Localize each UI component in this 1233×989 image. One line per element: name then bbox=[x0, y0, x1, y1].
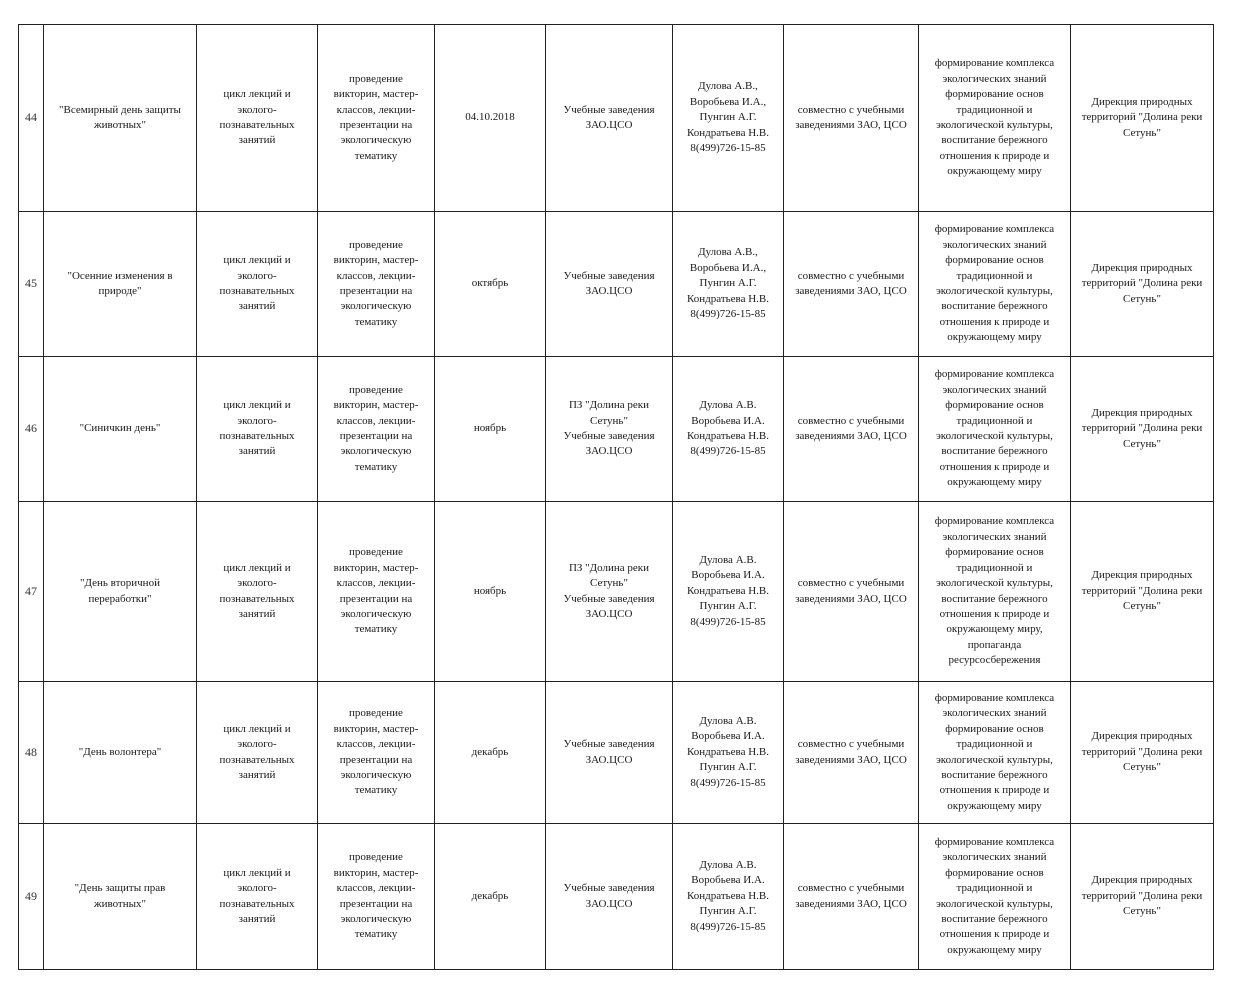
event-date-text: ноябрь bbox=[473, 422, 507, 435]
event-format-text: цикл лекций и эколого- познавательных занятий bbox=[219, 399, 295, 458]
event-place-text: Учебные заведения ЗАО.ЦСО bbox=[563, 882, 655, 910]
event-format-text: цикл лекций и эколого- познавательных занятий bbox=[219, 722, 295, 781]
event-contacts bbox=[673, 824, 784, 970]
event-title-text: "Всемирный день защиты животных" bbox=[59, 103, 181, 131]
event-goals bbox=[919, 502, 1071, 682]
event-organizer bbox=[1071, 824, 1214, 970]
event-organizer-text: Дирекция природных территорий "Долина реки Сетунь" bbox=[1081, 569, 1203, 613]
event-date bbox=[435, 357, 546, 502]
event-place bbox=[546, 502, 673, 682]
event-activities bbox=[318, 212, 435, 357]
table-row bbox=[19, 824, 1214, 970]
event-date-text: 04.10.2018 bbox=[465, 111, 515, 124]
event-date bbox=[435, 502, 546, 682]
event-contacts bbox=[673, 25, 784, 212]
event-partners bbox=[784, 357, 919, 502]
event-organizer bbox=[1071, 212, 1214, 357]
event-goals-text: формирование комплекса экологических знаний формирование основ традиционной и экологической культуры, воспитание бережного отношения к природе и окружающему миру bbox=[934, 57, 1055, 178]
event-partners-text: совместно с учебными заведениями ЗАО, ЦСО bbox=[795, 882, 907, 910]
event-contacts-text: Дулова А.В. Воробьева И.А. Кондратьева Н.В. Пунгин А.Г. 8(499)726-15-85 bbox=[686, 858, 770, 933]
event-partners bbox=[784, 502, 919, 682]
event-partners bbox=[784, 212, 919, 357]
event-contacts-text: Дулова А.В. Воробьева И.А. Кондратьева Н.В. 8(499)726-15-85 bbox=[686, 399, 770, 458]
event-goals-text: формирование комплекса экологических знаний формирование основ традиционной и экологической культуры, воспитание бережного отношения к природе и окружающему миру bbox=[934, 223, 1055, 344]
event-title bbox=[44, 824, 197, 970]
event-activities-text: проведение викторин, мастер- классов, лекции- презентации на экологическую тематику bbox=[333, 546, 419, 636]
event-date bbox=[435, 824, 546, 970]
event-organizer bbox=[1071, 502, 1214, 682]
event-goals bbox=[919, 212, 1071, 357]
event-place bbox=[546, 212, 673, 357]
event-place-text: ПЗ "Долина реки Сетунь" Учебные заведения ЗАО.ЦСО bbox=[563, 399, 655, 458]
event-partners bbox=[784, 25, 919, 212]
event-goals-text: формирование комплекса экологических знаний формирование основ традиционной и экологической культуры, воспитание бережного отношения к природе и окружающему миру bbox=[934, 691, 1055, 812]
event-goals bbox=[919, 357, 1071, 502]
table-row bbox=[19, 357, 1214, 502]
event-format bbox=[197, 212, 318, 357]
event-format bbox=[197, 25, 318, 212]
row-number: 48 bbox=[19, 682, 44, 824]
event-format bbox=[197, 824, 318, 970]
event-place-text: Учебные заведения ЗАО.ЦСО bbox=[563, 738, 655, 766]
event-place bbox=[546, 682, 673, 824]
row-number: 47 bbox=[19, 502, 44, 682]
event-place-text: Учебные заведения ЗАО.ЦСО bbox=[563, 269, 655, 297]
event-title bbox=[44, 212, 197, 357]
event-organizer-text: Дирекция природных территорий "Долина реки Сетунь" bbox=[1081, 261, 1203, 305]
event-goals bbox=[919, 25, 1071, 212]
event-goals bbox=[919, 824, 1071, 970]
event-partners-text: совместно с учебными заведениями ЗАО, ЦСО bbox=[795, 103, 907, 131]
event-activities bbox=[318, 682, 435, 824]
event-place bbox=[546, 25, 673, 212]
event-format-text: цикл лекций и эколого- познавательных занятий bbox=[219, 254, 295, 313]
event-title-text: "День защиты прав животных" bbox=[74, 882, 166, 910]
events-table bbox=[18, 24, 1214, 970]
event-partners bbox=[784, 682, 919, 824]
row-number: 44 bbox=[19, 25, 44, 212]
event-goals-text: формирование комплекса экологических знаний формирование основ традиционной и экологической культуры, воспитание бережного отношения к природе и окружающему миру bbox=[934, 368, 1055, 489]
event-contacts bbox=[673, 212, 784, 357]
event-contacts-text: Дулова А.В. Воробьева И.А. Кондратьева Н.В. Пунгин А.Г. 8(499)726-15-85 bbox=[686, 553, 770, 628]
row-number: 45 bbox=[19, 212, 44, 357]
event-contacts-text: Дулова А.В., Воробьева И.А., Пунгин А.Г. Кондратьева Н.В. 8(499)726-15-85 bbox=[686, 246, 770, 321]
event-contacts-text: Дулова А.В., Воробьева И.А., Пунгин А.Г. Кондратьева Н.В. 8(499)726-15-85 bbox=[686, 80, 770, 155]
event-date-text: декабрь bbox=[471, 889, 509, 902]
event-date-text: ноябрь bbox=[473, 584, 507, 597]
event-organizer bbox=[1071, 357, 1214, 502]
event-title bbox=[44, 502, 197, 682]
table-row bbox=[19, 25, 1214, 212]
event-title-text: "Синичкин день" bbox=[79, 422, 161, 435]
event-place-text: ПЗ "Долина реки Сетунь" Учебные заведения ЗАО.ЦСО bbox=[563, 561, 655, 620]
event-partners-text: совместно с учебными заведениями ЗАО, ЦСО bbox=[795, 414, 907, 442]
event-activities-text: проведение викторин, мастер- классов, лекции- презентации на экологическую тематику bbox=[333, 383, 419, 473]
table-row bbox=[19, 212, 1214, 357]
event-contacts-text: Дулова А.В. Воробьева И.А. Кондратьева Н.В. Пунгин А.Г. 8(499)726-15-85 bbox=[686, 714, 770, 789]
event-date-text: октябрь bbox=[471, 277, 509, 290]
table-row bbox=[19, 682, 1214, 824]
event-partners-text: совместно с учебными заведениями ЗАО, ЦСО bbox=[795, 738, 907, 766]
event-activities-text: проведение викторин, мастер- классов, лекции- презентации на экологическую тематику bbox=[333, 72, 419, 162]
event-title-text: "День волонтера" bbox=[78, 745, 162, 758]
event-date bbox=[435, 682, 546, 824]
event-format-text: цикл лекций и эколого- познавательных занятий bbox=[219, 866, 295, 925]
event-title bbox=[44, 682, 197, 824]
event-organizer-text: Дирекция природных территорий "Долина реки Сетунь" bbox=[1081, 95, 1203, 139]
event-format bbox=[197, 357, 318, 502]
event-place-text: Учебные заведения ЗАО.ЦСО bbox=[563, 103, 655, 131]
event-activities bbox=[318, 824, 435, 970]
row-number: 46 bbox=[19, 357, 44, 502]
event-partners bbox=[784, 824, 919, 970]
row-number: 49 bbox=[19, 824, 44, 970]
event-organizer-text: Дирекция природных территорий "Долина реки Сетунь" bbox=[1081, 406, 1203, 450]
event-date bbox=[435, 25, 546, 212]
event-place bbox=[546, 357, 673, 502]
event-title bbox=[44, 357, 197, 502]
event-contacts bbox=[673, 502, 784, 682]
event-place bbox=[546, 824, 673, 970]
event-activities-text: проведение викторин, мастер- классов, лекции- презентации на экологическую тематику bbox=[333, 238, 419, 328]
event-goals bbox=[919, 682, 1071, 824]
event-activities bbox=[318, 25, 435, 212]
event-organizer bbox=[1071, 682, 1214, 824]
event-activities-text: проведение викторин, мастер- классов, лекции- презентации на экологическую тематику bbox=[333, 851, 419, 941]
event-title-text: "День вторичной переработки" bbox=[80, 577, 160, 605]
event-activities bbox=[318, 357, 435, 502]
event-goals-text: формирование комплекса экологических знаний формирование основ традиционной и экологической культуры, воспитание бережного отношения к природе и окружающему миру, пропаганда ресурсосбережения bbox=[934, 515, 1055, 667]
event-date bbox=[435, 212, 546, 357]
event-format bbox=[197, 682, 318, 824]
event-format bbox=[197, 502, 318, 682]
event-goals-text: формирование комплекса экологических знаний формирование основ традиционной и экологической культуры, воспитание бережного отношения к природе и окружающему миру bbox=[934, 835, 1055, 956]
event-date-text: декабрь bbox=[471, 745, 509, 758]
event-format-text: цикл лекций и эколого- познавательных занятий bbox=[219, 561, 295, 620]
event-organizer bbox=[1071, 25, 1214, 212]
event-organizer-text: Дирекция природных территорий "Долина реки Сетунь" bbox=[1081, 874, 1203, 918]
event-title-text: "Осенние изменения в природе" bbox=[67, 269, 173, 297]
table-row bbox=[19, 502, 1214, 682]
event-contacts bbox=[673, 682, 784, 824]
event-partners-text: совместно с учебными заведениями ЗАО, ЦСО bbox=[795, 577, 907, 605]
event-partners-text: совместно с учебными заведениями ЗАО, ЦСО bbox=[795, 269, 907, 297]
event-activities-text: проведение викторин, мастер- классов, лекции- презентации на экологическую тематику bbox=[333, 707, 419, 797]
event-format-text: цикл лекций и эколого- познавательных занятий bbox=[219, 88, 295, 147]
event-title bbox=[44, 25, 197, 212]
event-activities bbox=[318, 502, 435, 682]
event-organizer-text: Дирекция природных территорий "Долина реки Сетунь" bbox=[1081, 730, 1203, 774]
event-contacts bbox=[673, 357, 784, 502]
